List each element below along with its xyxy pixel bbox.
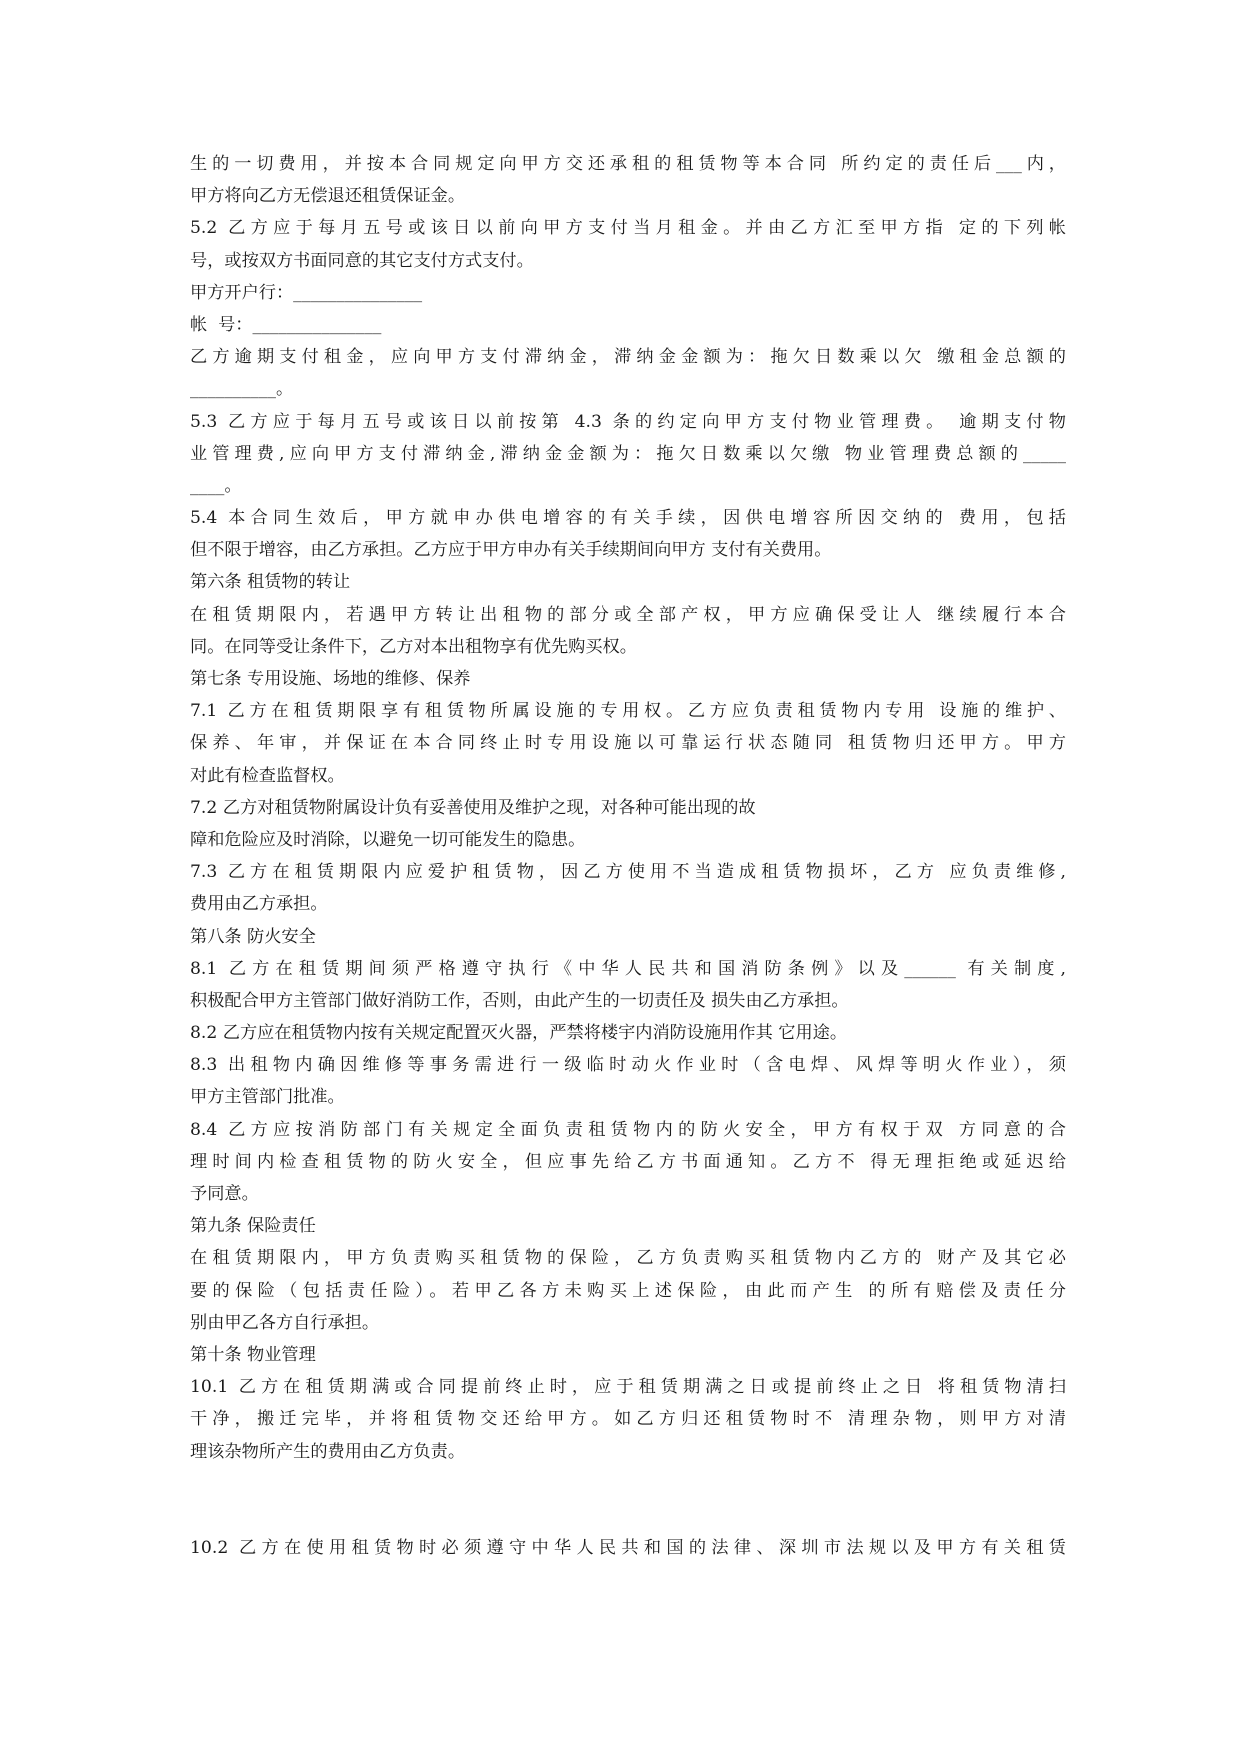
text-line: 同。在同等受让条件下，乙方对本出租物享有优先购买权。	[190, 636, 637, 657]
text-line: 予同意。	[190, 1184, 259, 1204]
text-line: 帐 号：_______________	[190, 314, 382, 335]
text-line: 7.1 乙方在租赁期限享有租赁物所属设施的专用权。乙方应负责租赁物内专用 设施的维护、	[190, 701, 1066, 722]
section-heading: 第七条 专用设施、场地的维修、保养	[190, 669, 471, 689]
text-line: 5.4 本合同生效后，甲方就申办供电增容的有关手续，因供电增容所因交纳的 费用，包括	[190, 508, 1066, 529]
text-line: 业管理费,应向甲方支付滞纳金,滞纳金金额为：拖欠日数乘以欠缴 物业管理费总额的_____	[190, 443, 1066, 464]
document-body	[190, 148, 1066, 1564]
text-line: 5.3 乙方应于每月五号或该日以前按第 4.3 条的约定向甲方支付物业管理费。 逾期支付物	[190, 411, 1066, 432]
text-line: 保养、年审，并保证在本合同终止时专用设施以可靠运行状态随同 租赁物归还甲方。甲方	[190, 733, 1066, 754]
text-line: 8.1 乙方在租赁期间须严格遵守执行《中华人民共和国消防条例》以及______ 有关制度,	[190, 958, 1066, 979]
text-line: 生的一切费用，并按本合同规定向甲方交还承租的租赁物等本合同 所约定的责任后___内，	[190, 154, 1066, 174]
text-line: 甲方开户行：_______________	[190, 282, 423, 303]
text-line: 费用由乙方承担。	[190, 894, 328, 915]
text-line: 障和危险应及时消除，以避免一切可能发生的隐患。	[190, 829, 586, 850]
text-line: 别由甲乙各方自行承担。	[190, 1312, 380, 1333]
text-line: 积极配合甲方主管部门做好消防工作，否则，由此产生的一切责任及 损失由乙方承担。	[190, 990, 849, 1011]
section-heading: 第九条 保险责任	[190, 1216, 316, 1237]
text-line: 在租赁期限内，甲方负责购买租赁物的保险，乙方负责购买租赁物内乙方的 财产及其它必	[190, 1248, 1066, 1269]
text-line: 乙方逾期支付租金，应向甲方支付滞纳金，滞纳金金额为：拖欠日数乘以欠 缴租金总额的	[190, 347, 1066, 368]
text-line: 对此有检查监督权。	[190, 765, 345, 786]
text-line: 8.2 乙方应在租赁物内按有关规定配置灭火器，严禁将楼宇内消防设施用作其 它用途。	[190, 1023, 848, 1044]
text-line: ____。	[190, 475, 242, 496]
text-line: 号，或按双方书面同意的其它支付方式支付。	[190, 250, 534, 271]
text-line: 7.2 乙方对租赁物附属设计负有妥善使用及维护之现，对各种可能出现的故	[190, 797, 756, 818]
text-line: 5.2 乙方应于每月五号或该日以前向甲方支付当月租金。并由乙方汇至甲方指 定的下列帐	[190, 218, 1066, 239]
text-line: 10.1 乙方在租赁期满或合同提前终止时，应于租赁期满之日或提前终止之日 将租赁物清扫	[190, 1377, 1066, 1398]
text-line: __________。	[190, 379, 294, 400]
text-line: 要的保险（包括责任险）。若甲乙各方未购买上述保险，由此而产生 的所有赔偿及责任分	[190, 1280, 1066, 1301]
text-line: 理该杂物所产生的费用由乙方负责。	[190, 1441, 466, 1462]
text-line: 7.3 乙方在租赁期限内应爱护租赁物，因乙方使用不当造成租赁物损坏，乙方 应负责维修,	[190, 862, 1066, 883]
text-line: 在租赁期限内，若遇甲方转让出租物的部分或全部产权，甲方应确保受让人 继续履行本合	[190, 604, 1066, 625]
text-line: 甲方将向乙方无偿退还租赁保证金。	[190, 186, 466, 207]
text-line: 8.4 乙方应按消防部门有关规定全面负责租赁物内的防火安全，甲方有权于双 方同意的合	[190, 1119, 1066, 1140]
text-line: 理时间内检查租赁物的防火安全，但应事先给乙方书面通知。乙方不 得无理拒绝或延迟给	[190, 1151, 1066, 1172]
text-line: 10.2 乙方在使用租赁物时必须遵守中华人民共和国的法律、深圳市法规以及甲方有关租赁	[190, 1537, 1066, 1558]
paragraph-gap	[190, 1468, 1066, 1532]
text-line: 8.3 出租物内确因维修等事务需进行一级临时动火作业时（含电焊、风焊等明火作业），须	[190, 1055, 1066, 1076]
section-heading: 第八条 防火安全	[190, 926, 316, 947]
text-line: 甲方主管部门批准。	[190, 1087, 345, 1108]
section-heading: 第十条 物业管理	[190, 1344, 316, 1365]
text-line: 干净，搬迁完毕，并将租赁物交还给甲方。如乙方归还租赁物时不 清理杂物，则甲方对清	[190, 1409, 1066, 1430]
text-line: 但不限于增容，由乙方承担。乙方应于甲方申办有关手续期间向甲方 支付有关费用。	[190, 540, 832, 561]
section-heading: 第六条 租赁物的转让	[190, 572, 351, 593]
